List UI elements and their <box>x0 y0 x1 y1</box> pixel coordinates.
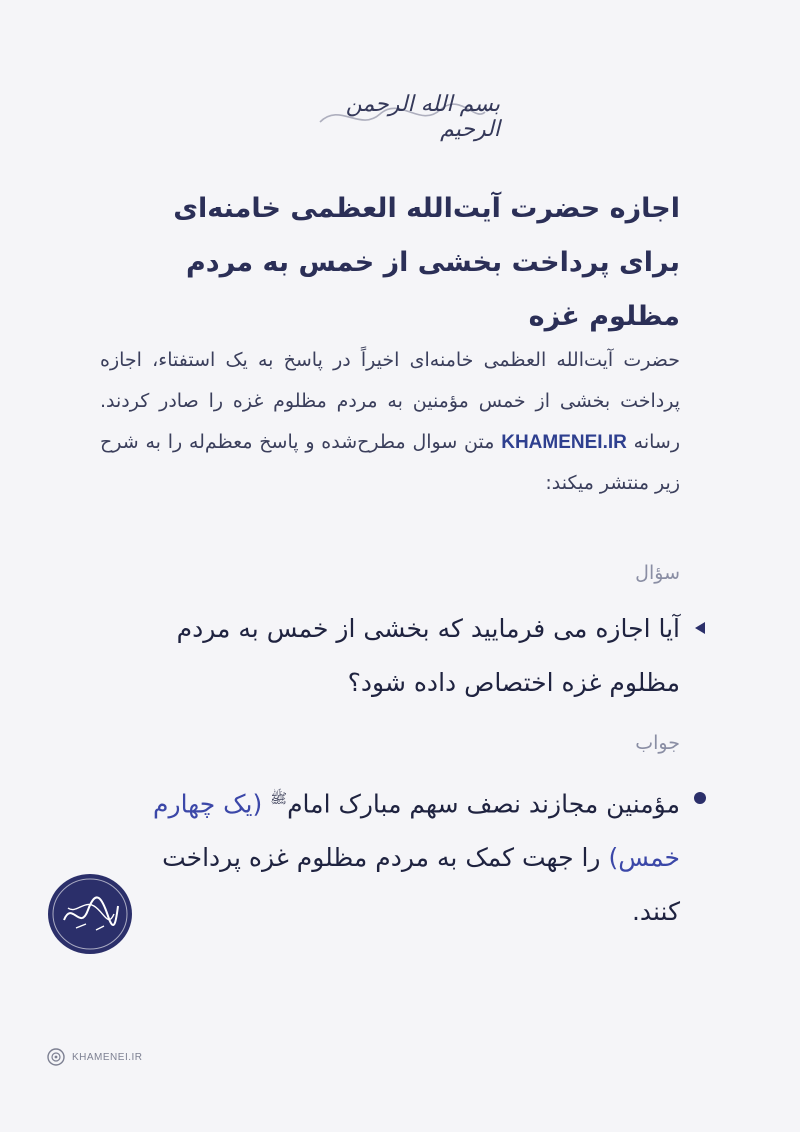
intro-text-part-2: متن سوال مطرح‌شده و پاسخ معظم‌له را به شرح زیر منتشر میکند: <box>100 431 680 494</box>
page-title <box>100 182 680 344</box>
footer-site-name: KHAMENEI.IR <box>72 1051 143 1063</box>
honorific-symbol: ﷺ <box>270 791 288 807</box>
answer-text-part-2: را جهت کمک به مردم مظلوم غزه پرداخت کنند. <box>162 843 680 927</box>
dot-bullet-icon <box>692 790 708 806</box>
footer-brand <box>46 1047 143 1067</box>
answer-text-part-1: مؤمنین مجازند نصف سهم مبارک امام <box>287 789 680 819</box>
question-label: سؤال <box>635 562 680 584</box>
signature-seal-icon <box>46 870 134 958</box>
title-line-1: اجازه حضرت آیت‌الله العظمی خامنه‌ای <box>173 193 680 224</box>
intro-text-part-1: حضرت آیت‌الله العظمی خامنه‌ای اخیراً در پاسخ به یک استفتاء، اجازه پرداخت بخشی از خمس مؤمنین به مردم مظلوم غزه را صادر کردند. رسانه <box>100 349 681 453</box>
khamenei-logo-icon <box>46 1047 66 1067</box>
basmala-text: بسم الله الرحمن الرحیم <box>345 92 500 142</box>
question-text: آیا اجازه می فرمایید که بخشی از خمس به مردم مظلوم غزه اختصاص داده شود؟ <box>176 614 680 697</box>
answer-highlight: (یک چهارم خمس) <box>153 789 680 873</box>
basmala-calligraphy <box>300 92 500 142</box>
answer-text <box>110 772 680 939</box>
brand-name: KHAMENEI.IR <box>501 432 627 453</box>
answer-label: جواب <box>635 732 680 754</box>
title-line-2: برای پرداخت بخشی از خمس به مردم مظلوم غزه <box>185 247 680 332</box>
triangle-bullet-icon <box>692 620 708 636</box>
intro-paragraph <box>100 340 680 504</box>
